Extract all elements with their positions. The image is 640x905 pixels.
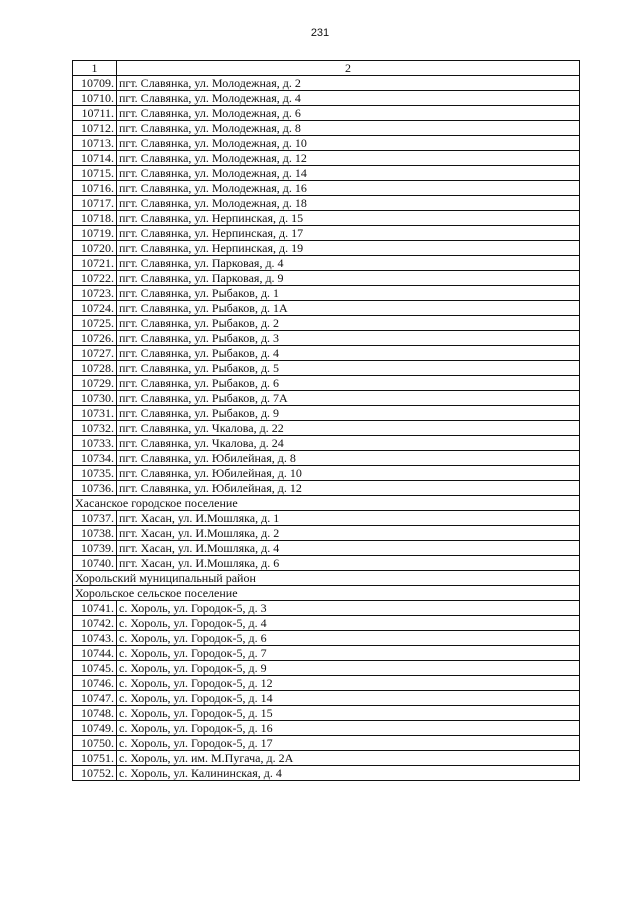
table-row [73, 646, 580, 661]
row-number: 10743. [73, 631, 117, 646]
table-row [73, 361, 580, 376]
table-row [73, 526, 580, 541]
row-number: 10735. [73, 466, 117, 481]
row-address: с. Хороль, ул. им. М.Пугача, д. 2А [117, 751, 580, 766]
row-number: 10713. [73, 136, 117, 151]
row-address: пгт. Славянка, ул. Рыбаков, д. 6 [117, 376, 580, 391]
row-address: пгт. Славянка, ул. Юбилейная, д. 10 [117, 466, 580, 481]
row-number: 10747. [73, 691, 117, 706]
row-number: 10741. [73, 601, 117, 616]
row-number: 10749. [73, 721, 117, 736]
table-row [73, 391, 580, 406]
row-address: пгт. Славянка, ул. Рыбаков, д. 9 [117, 406, 580, 421]
table-row [73, 691, 580, 706]
row-number: 10751. [73, 751, 117, 766]
table-row [73, 436, 580, 451]
row-address: пгт. Славянка, ул. Парковая, д. 9 [117, 271, 580, 286]
row-number: 10744. [73, 646, 117, 661]
table-row [73, 226, 580, 241]
table-row [73, 76, 580, 91]
table-row [73, 301, 580, 316]
row-address: пгт. Славянка, ул. Молодежная, д. 6 [117, 106, 580, 121]
table-row [73, 661, 580, 676]
row-number: 10731. [73, 406, 117, 421]
row-number: 10746. [73, 676, 117, 691]
row-address: пгт. Славянка, ул. Чкалова, д. 24 [117, 436, 580, 451]
row-address: с. Хороль, ул. Городок-5, д. 6 [117, 631, 580, 646]
page-number: 231 [310, 27, 330, 39]
section-header-row [73, 571, 580, 586]
table-row [73, 106, 580, 121]
table-header-row [73, 61, 580, 76]
table-row [73, 601, 580, 616]
table-row [73, 241, 580, 256]
row-address: пгт. Хасан, ул. И.Мошляка, д. 2 [117, 526, 580, 541]
row-number: 10732. [73, 421, 117, 436]
table-row [73, 256, 580, 271]
row-address: с. Хороль, ул. Городок-5, д. 14 [117, 691, 580, 706]
table-row [73, 196, 580, 211]
row-number: 10737. [73, 511, 117, 526]
row-address: пгт. Славянка, ул. Молодежная, д. 4 [117, 91, 580, 106]
address-table [72, 60, 580, 781]
table-row [73, 466, 580, 481]
row-number: 10730. [73, 391, 117, 406]
table-row [73, 721, 580, 736]
row-address: с. Хороль, ул. Городок-5, д. 3 [117, 601, 580, 616]
row-address: пгт. Славянка, ул. Рыбаков, д. 1 [117, 286, 580, 301]
row-number: 10717. [73, 196, 117, 211]
section-title: Хасанское городское поселение [73, 496, 580, 511]
row-number: 10745. [73, 661, 117, 676]
row-number: 10740. [73, 556, 117, 571]
row-number: 10709. [73, 76, 117, 91]
table-row [73, 676, 580, 691]
row-address: с. Хороль, ул. Городок-5, д. 12 [117, 676, 580, 691]
table-row [73, 736, 580, 751]
table-row [73, 211, 580, 226]
row-address: пгт. Хасан, ул. И.Мошляка, д. 1 [117, 511, 580, 526]
row-number: 10712. [73, 121, 117, 136]
row-address: с. Хороль, ул. Городок-5, д. 4 [117, 616, 580, 631]
table-row [73, 181, 580, 196]
row-address: пгт. Славянка, ул. Чкалова, д. 22 [117, 421, 580, 436]
row-address: пгт. Славянка, ул. Парковая, д. 4 [117, 256, 580, 271]
row-number: 10748. [73, 706, 117, 721]
table-row [73, 451, 580, 466]
row-number: 10736. [73, 481, 117, 496]
row-number: 10738. [73, 526, 117, 541]
row-number: 10750. [73, 736, 117, 751]
table-row [73, 121, 580, 136]
row-address: пгт. Славянка, ул. Молодежная, д. 16 [117, 181, 580, 196]
table-row [73, 271, 580, 286]
table-row [73, 631, 580, 646]
row-address: с. Хороль, ул. Городок-5, д. 7 [117, 646, 580, 661]
row-number: 10720. [73, 241, 117, 256]
row-address: пгт. Славянка, ул. Молодежная, д. 18 [117, 196, 580, 211]
row-address: пгт. Славянка, ул. Рыбаков, д. 3 [117, 331, 580, 346]
row-address: пгт. Славянка, ул. Молодежная, д. 8 [117, 121, 580, 136]
table-row [73, 766, 580, 781]
row-address: пгт. Славянка, ул. Рыбаков, д. 4 [117, 346, 580, 361]
row-address: пгт. Славянка, ул. Молодежная, д. 2 [117, 76, 580, 91]
column-header-2: 2 [117, 61, 580, 76]
table-row [73, 616, 580, 631]
row-address: пгт. Славянка, ул. Рыбаков, д. 1А [117, 301, 580, 316]
row-number: 10726. [73, 331, 117, 346]
row-address: пгт. Славянка, ул. Молодежная, д. 10 [117, 136, 580, 151]
row-number: 10723. [73, 286, 117, 301]
section-header-row [73, 496, 580, 511]
row-number: 10725. [73, 316, 117, 331]
table-body [73, 61, 580, 781]
table-row [73, 556, 580, 571]
row-address: пгт. Хасан, ул. И.Мошляка, д. 4 [117, 541, 580, 556]
section-title: Хорольский муниципальный район [73, 571, 580, 586]
row-address: пгт. Славянка, ул. Нерпинская, д. 19 [117, 241, 580, 256]
row-number: 10727. [73, 346, 117, 361]
table-row [73, 136, 580, 151]
row-address: с. Хороль, ул. Городок-5, д. 9 [117, 661, 580, 676]
row-number: 10711. [73, 106, 117, 121]
table-row [73, 706, 580, 721]
section-header-row [73, 586, 580, 601]
row-address: пгт. Славянка, ул. Рыбаков, д. 7А [117, 391, 580, 406]
table-row [73, 511, 580, 526]
table-row [73, 376, 580, 391]
row-address: пгт. Славянка, ул. Рыбаков, д. 5 [117, 361, 580, 376]
row-number: 10734. [73, 451, 117, 466]
row-address: пгт. Славянка, ул. Нерпинская, д. 15 [117, 211, 580, 226]
table-row [73, 331, 580, 346]
table-row [73, 286, 580, 301]
row-number: 10710. [73, 91, 117, 106]
row-address: пгт. Славянка, ул. Молодежная, д. 12 [117, 151, 580, 166]
row-address: пгт. Славянка, ул. Нерпинская, д. 17 [117, 226, 580, 241]
row-number: 10752. [73, 766, 117, 781]
row-number: 10714. [73, 151, 117, 166]
row-address: пгт. Хасан, ул. И.Мошляка, д. 6 [117, 556, 580, 571]
row-address: с. Хороль, ул. Калининская, д. 4 [117, 766, 580, 781]
row-number: 10719. [73, 226, 117, 241]
row-number: 10718. [73, 211, 117, 226]
row-number: 10733. [73, 436, 117, 451]
row-number: 10729. [73, 376, 117, 391]
table-row [73, 166, 580, 181]
table-row [73, 91, 580, 106]
section-title: Хорольское сельское поселение [73, 586, 580, 601]
table-row [73, 481, 580, 496]
row-number: 10739. [73, 541, 117, 556]
table-row [73, 751, 580, 766]
row-number: 10728. [73, 361, 117, 376]
row-number: 10716. [73, 181, 117, 196]
row-address: с. Хороль, ул. Городок-5, д. 16 [117, 721, 580, 736]
column-header-1: 1 [73, 61, 117, 76]
row-number: 10722. [73, 271, 117, 286]
row-address: с. Хороль, ул. Городок-5, д. 17 [117, 736, 580, 751]
row-address: пгт. Славянка, ул. Рыбаков, д. 2 [117, 316, 580, 331]
row-address: пгт. Славянка, ул. Юбилейная, д. 12 [117, 481, 580, 496]
table-row [73, 421, 580, 436]
row-address: с. Хороль, ул. Городок-5, д. 15 [117, 706, 580, 721]
table-row [73, 316, 580, 331]
row-address: пгт. Славянка, ул. Юбилейная, д. 8 [117, 451, 580, 466]
table-row [73, 151, 580, 166]
table-row [73, 406, 580, 421]
row-number: 10742. [73, 616, 117, 631]
row-address: пгт. Славянка, ул. Молодежная, д. 14 [117, 166, 580, 181]
table-row [73, 346, 580, 361]
table-row [73, 541, 580, 556]
row-number: 10724. [73, 301, 117, 316]
row-number: 10721. [73, 256, 117, 271]
row-number: 10715. [73, 166, 117, 181]
